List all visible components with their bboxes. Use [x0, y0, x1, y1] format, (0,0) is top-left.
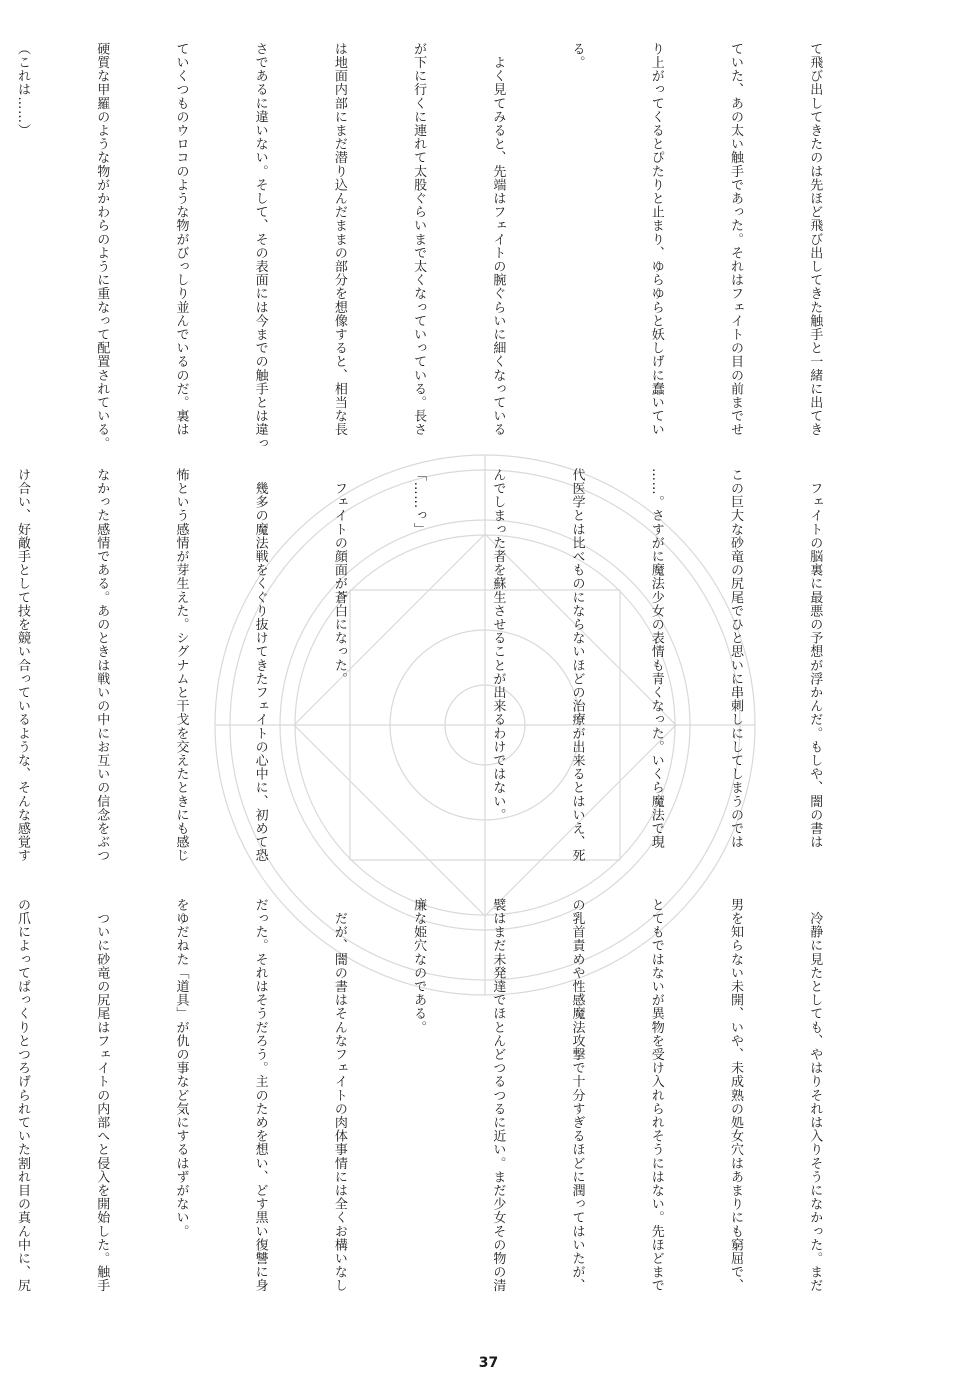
text-line: ついに砂竜の尻尾はフェイトの内部へと侵入を開始した。触手: [94, 898, 110, 1293]
text-line: 「……っ」: [411, 468, 427, 536]
text-line: をゆだねた「道具」が仇の事など気にするはずがない。: [173, 898, 189, 1238]
text-line: とてもではないが異物を受け入れられそうにはない。先ほどまで: [648, 898, 664, 1293]
text-line: の爪によってぱっくりとつろげられていた割れ目の真ん中に、尻: [15, 898, 30, 1293]
text-line: の乳首責めや性感魔法攻撃で十分すぎるほどに潤ってはいたが、: [569, 898, 585, 1293]
text-line: ていた、あの太い触手であった。それはフェイトの目の前までせ: [727, 42, 743, 437]
text-line: フェイトの顔面が蒼白になった。: [331, 468, 347, 686]
text-line: け合い、好敵手として技を競い合っているような、そんな感覚す: [15, 468, 30, 863]
text-line: が下に行くに連れて太股ぐらいまで太くなっていっている。長さ: [411, 42, 427, 437]
text-line: よく見てみると、先端はフェイトの腕ぐらいに細くなっている: [490, 42, 506, 437]
text-line: 怖という感情が芽生えた。シグナムと干戈を交えたときにも感じ: [173, 468, 189, 863]
text-line: 襞はまだ未発達でほとんどつるつるに近い。まだ少女その物の清: [490, 898, 506, 1293]
text-column-middle: [15, 468, 880, 878]
text-line: んでしまった者を蘇生させることが出来るわけではない。: [490, 468, 506, 822]
text-line: 幾多の魔法戦をくぐり抜けてきたフェイトの心中に、初めて恐: [252, 468, 268, 863]
text-line: だった。それはそうだろう。主のためを想い、どす黒い復讐に身: [252, 898, 268, 1293]
text-line: り上がってくるとぴたりと止まり、ゆらゆらと妖しげに蠢いてい: [648, 42, 664, 437]
text-line: る。: [569, 42, 585, 70]
text-line: （これは……）: [15, 42, 30, 138]
text-line: 冷静に見たとしても、やはりそれは入りそうになかった。まだ: [807, 898, 823, 1293]
text-line: だが、闇の書はそんなフェイトの肉体事情には全くお構いなし: [331, 898, 347, 1293]
text-line: なかった感情である。あのときは戦いの中にお互いの信念をぶつ: [94, 468, 110, 863]
text-line: ……。さすがに魔法少女の表情も青くなった。いくら魔法で現: [648, 468, 664, 849]
text-line: フェイトの脳裏に最悪の予想が浮かんだ。もしや、闇の書は: [807, 468, 823, 849]
text-line: 廉な姫穴なのである。: [411, 898, 427, 1034]
page-number: 37: [478, 1355, 499, 1371]
text-column-top: [15, 42, 880, 452]
text-line: 硬質な甲羅のような物がかわらのように重なって配置されている。: [94, 42, 110, 450]
text-line: ていくつものウロコのような物がびっしり並んでいるのだ。裏は: [173, 42, 189, 437]
text-line: さであるに違いない。そして、その表面には今までの触手とは違っ: [252, 42, 268, 450]
text-line: 代医学とは比べものにならないほどの治療が出来るとはいえ、死: [569, 468, 585, 863]
text-line: て飛び出してきたのは先ほど飛び出してきた触手と一緒に出てき: [807, 42, 823, 437]
text-line: は地面内部にまだ潜り込んだままの部分を想像すると、相当な長: [331, 42, 347, 437]
text-line: この巨大な砂竜の尻尾でひと思いに串刺しにしてしまうのでは: [727, 468, 743, 849]
text-column-bottom: [15, 898, 880, 1308]
text-line: 男を知らない未開、いや、未成熟の処女穴はあまりにも窮屈で、: [727, 898, 743, 1293]
